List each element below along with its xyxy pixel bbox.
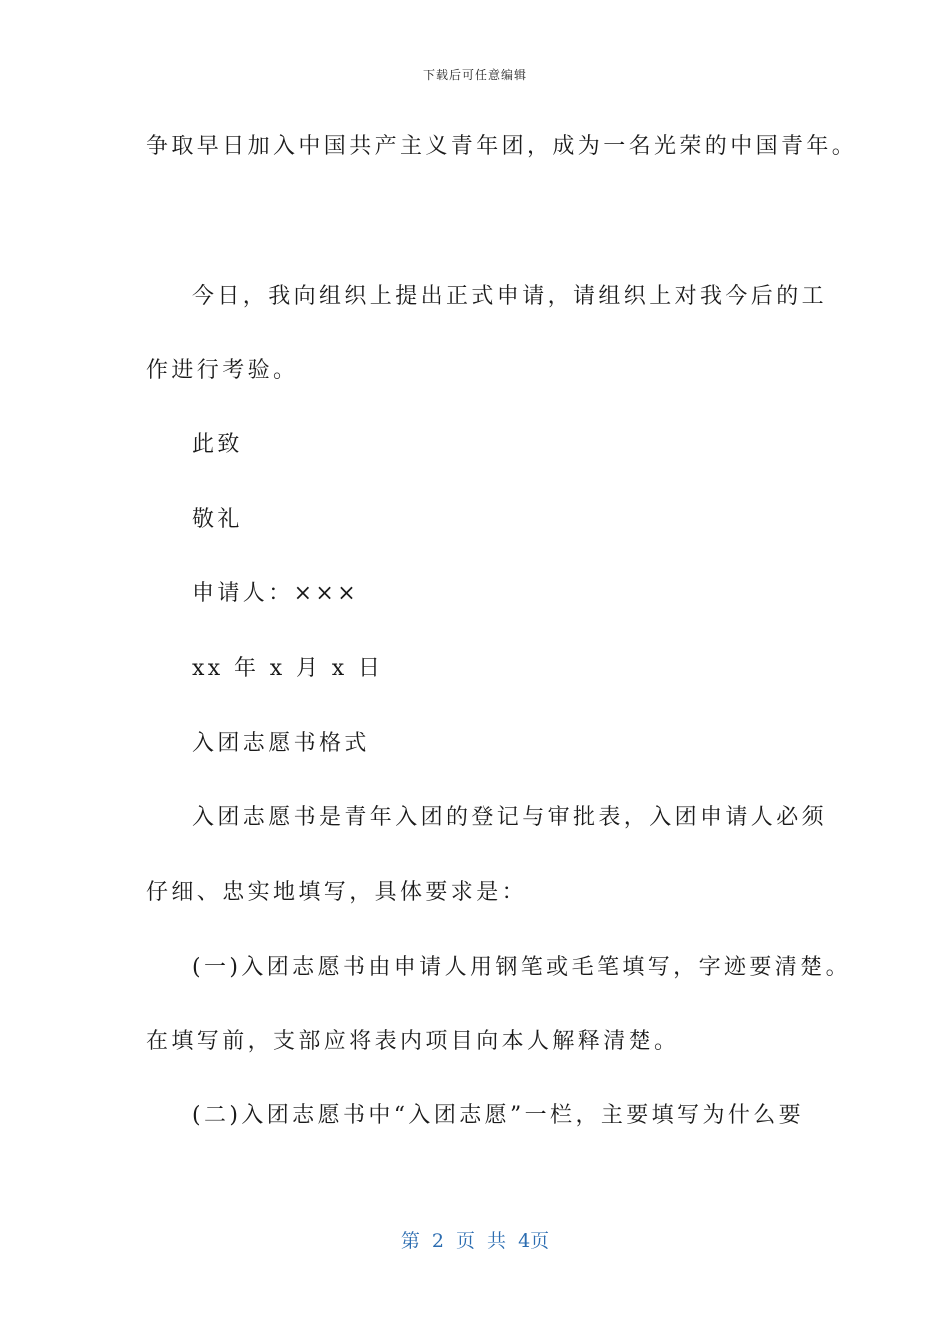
paragraph-line-8: (二)入团志愿书中“入团志愿”一栏，主要填写为什么要 (192, 1103, 805, 1128)
date-line: xx 年 x 月 x 日 (192, 656, 384, 681)
paragraph-line-6: (一)入团志愿书由申请人用钢笔或毛笔填写，字迹要清楚。 (192, 955, 851, 980)
paragraph-line-7: 在填写前，支部应将表内项目向本人解释清楚。 (146, 1029, 680, 1054)
page-header: 下载后可任意编辑 (422, 68, 527, 82)
paragraph-line-5: 仔细、忠实地填写，具体要求是： (146, 880, 528, 905)
paragraph-line-2: 今日，我向组织上提出正式申请，请组织上对我今后的工 (192, 284, 828, 309)
section-heading: 入团志愿书格式 (192, 731, 370, 756)
paragraph-line-1: 争取早日加入中国共产主义青年团，成为一名光荣的中国青年。 (146, 134, 858, 159)
paragraph-line-4: 入团志愿书是青年入团的登记与审批表，入团申请人必须 (192, 805, 828, 830)
page-number-footer: 第 2 页 共 4页 (400, 1230, 550, 1252)
applicant-signature: 申请人：××× (192, 581, 360, 606)
salutation-ci-zhi: 此致 (192, 432, 243, 457)
salutation-jing-li: 敬礼 (192, 507, 243, 532)
paragraph-line-3: 作进行考验。 (146, 358, 299, 383)
